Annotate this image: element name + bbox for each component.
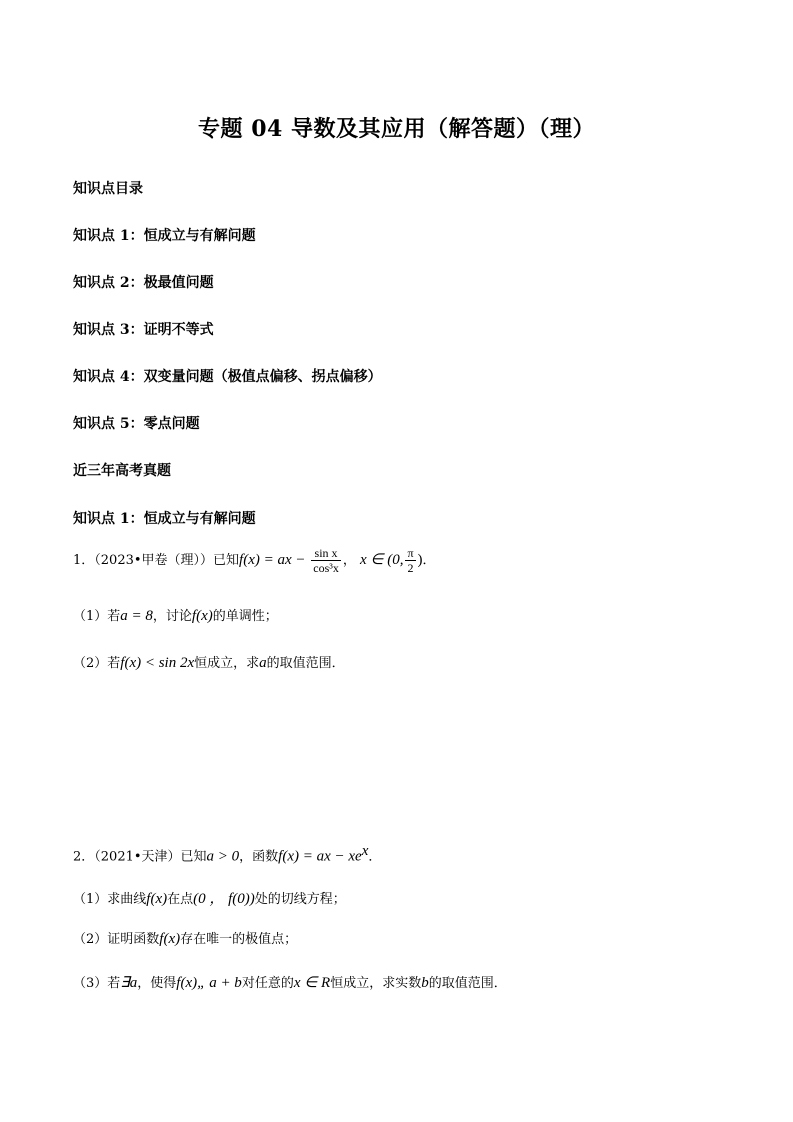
problem1-sep: ，: [342, 553, 356, 568]
toc-item-5: 知识点 5：零点问题: [73, 416, 200, 432]
problem2-part3-text-b: ，使得: [137, 976, 177, 991]
problem2-part3-text-d: 恒成立，求实数: [330, 976, 422, 991]
topic1-heading: 知识点 1：恒成立与有解问题: [73, 511, 256, 527]
problem1-part2-text-c: 的取值范围．: [266, 656, 345, 671]
problem1-statement: [73, 546, 436, 575]
problem1-part2-math-a: a: [259, 655, 267, 671]
problem2-part3-text-e: 的取值范围．: [428, 976, 507, 991]
problem2-part2-text-a: （2）证明函数: [73, 932, 160, 947]
problem1-frac-num: sin x: [311, 546, 341, 561]
problem2-part3-text-a: （3）若: [73, 976, 121, 991]
page-title: 专题 04 导数及其应用（解答题）（理）: [198, 116, 595, 142]
problem2-part1-math-fx: f(x): [146, 891, 168, 907]
toc-item-1: 知识点 1：恒成立与有解问题: [73, 228, 256, 244]
problem1-function: f(x) = ax −: [239, 552, 310, 568]
problem2-statement: [73, 843, 381, 865]
problem2-part3-text-c: 对任意的: [241, 976, 294, 991]
problem1-domain-num: π: [407, 546, 414, 560]
problem2-mid: ，函数: [239, 849, 279, 865]
problem1-part1-text-b: ，讨论: [152, 609, 192, 624]
toc-heading: 知识点目录: [73, 181, 143, 197]
problem2-part3-math-domain: x ∈ R: [293, 975, 331, 991]
problem1-domain-lead: x ∈ (0,: [360, 552, 404, 568]
problem2-part1-math-point: (0 ， f(0)): [193, 891, 255, 907]
problem1-prefix: 1．（2023•甲卷（理））已知: [73, 553, 240, 568]
problem2-function: f(x) = ax − xe: [278, 848, 362, 865]
problem1-fraction: [311, 546, 341, 575]
problem2-part3-math-b: b: [421, 975, 429, 991]
problem2-part2: [73, 928, 297, 948]
toc-item-2: 知识点 2：极最值问题: [73, 275, 214, 291]
toc-item-4: 知识点 4：双变量问题（极值点偏移、拐点偏移）: [73, 369, 382, 385]
problem1-frac-den: cos³x: [313, 561, 339, 575]
problem1-part1: [73, 605, 278, 625]
section-heading: 近三年高考真题: [73, 463, 171, 479]
problem2-part1-text-b: 在点: [167, 892, 194, 907]
problem1-part1-text-a: （1）若: [73, 609, 121, 624]
problem1-domain-tail: ): [417, 552, 423, 568]
problem1-part1-text-c: 的单调性；: [212, 609, 278, 624]
problem2-part2-math-fx: f(x): [159, 931, 181, 947]
problem1-end: ．: [422, 553, 436, 568]
problem1-part2-text-b: 恒成立，求: [194, 656, 260, 671]
problem1-part2-text-a: （2）若: [73, 656, 121, 671]
problem2-part1-text-c: 处的切线方程；: [254, 892, 346, 907]
problem1-part1-math-fx: f(x): [191, 608, 213, 624]
problem1-part1-math-a: a = 8: [120, 608, 153, 624]
problem1-part2: [73, 652, 345, 672]
problem2-prefix: 2．（2021•天津）已知: [73, 849, 207, 865]
problem2-end: ．: [368, 849, 382, 865]
toc-item-3: 知识点 3：证明不等式: [73, 322, 214, 338]
problem1-domain-den: 2: [407, 561, 414, 575]
problem2-part2-text-b: 存在唯一的极值点；: [180, 932, 298, 947]
problem2-math-a: a > 0: [206, 848, 240, 865]
problem2-part3-math-exists: ∃a: [120, 975, 138, 991]
problem2-exponent: x: [361, 843, 369, 859]
problem2-part1-text-a: （1）求曲线: [73, 892, 147, 907]
problem2-part3-math-ineq: f(x)„ a + b: [176, 975, 242, 991]
problem2-part1: [73, 887, 346, 908]
problem2-part3: [73, 972, 507, 992]
problem1-domain-fraction: [405, 546, 415, 575]
problem1-part2-math-ineq: f(x) < sin 2x: [120, 655, 195, 671]
